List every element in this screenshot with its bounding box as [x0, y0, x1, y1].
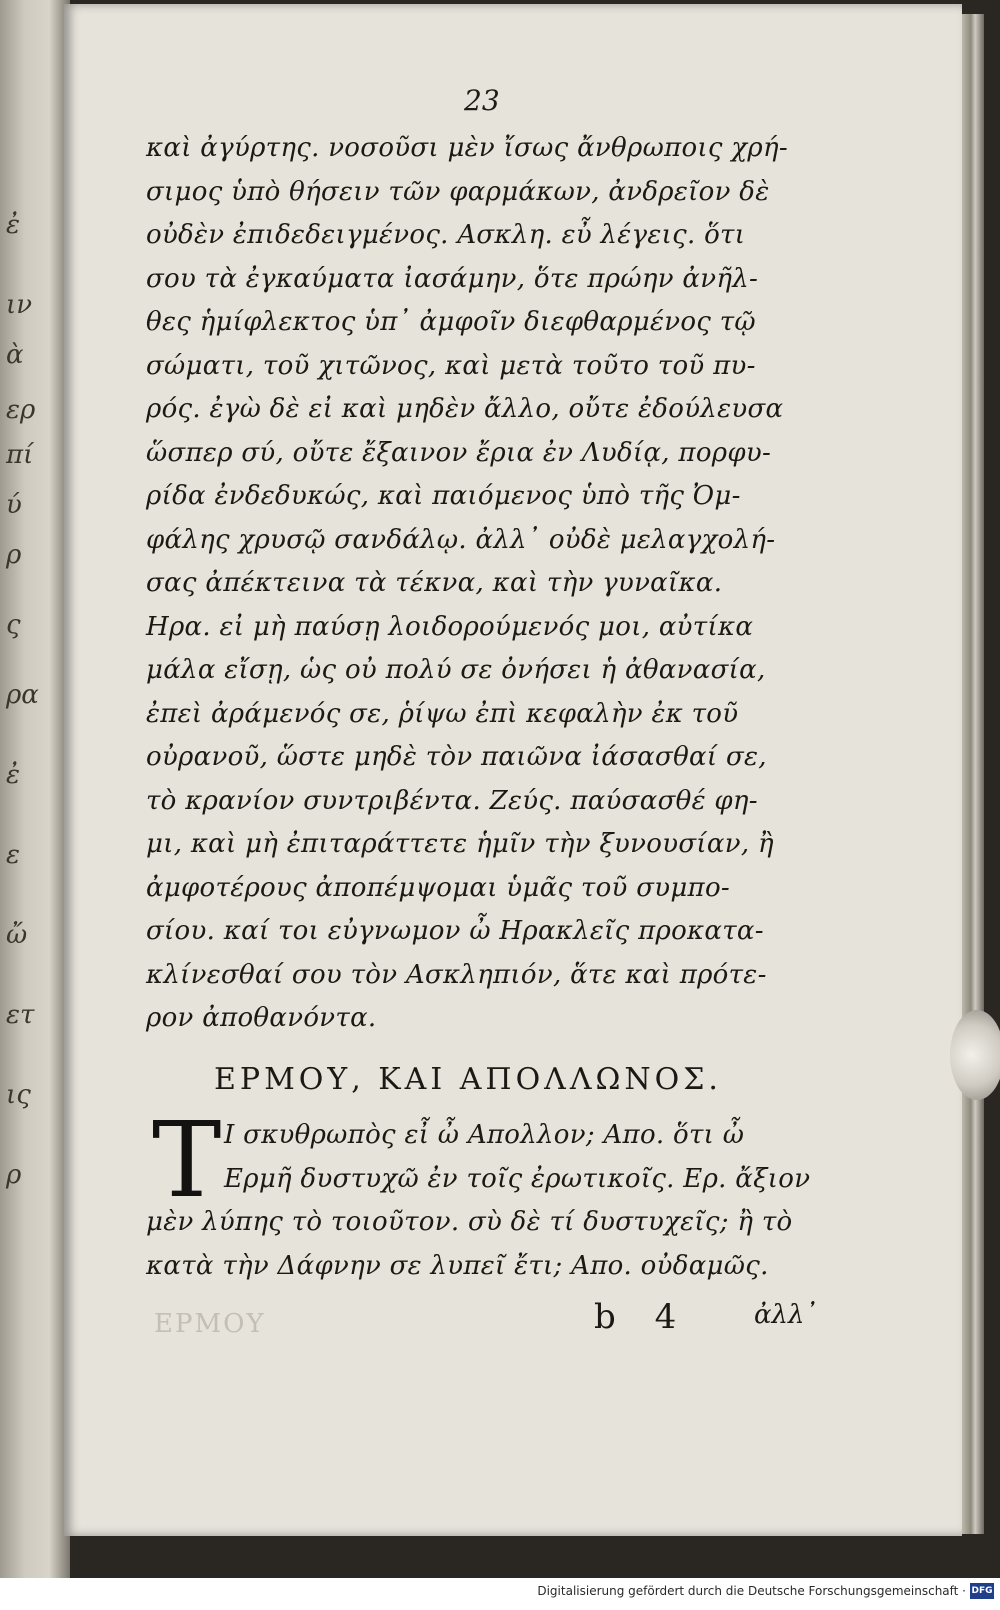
- left-page-fragment: ε: [6, 840, 20, 870]
- text-line: σας ἀπέκτεινα τὰ τέκνα, καὶ τὴν γυναῖκα.: [146, 568, 723, 598]
- text-line: οὐδὲν ἐπιδεδειγμένος. Ασκλη. εὖ λέγεις. ὅτι: [146, 220, 746, 250]
- bleed-through-text: ΕΡΜΟΥ: [154, 1309, 266, 1339]
- left-page-fragment: ρα: [6, 680, 39, 710]
- left-page-fragment: ς: [6, 610, 21, 640]
- text-line: Ερμῆ δυστυχῶ ἐν τοῖς ἐρωτικοῖς. Ερ. ἄξιον: [224, 1163, 811, 1194]
- left-page-fragment: ις: [6, 1080, 31, 1110]
- text-line: οὐρανοῦ, ὥστε μηδὲ τὸν παιῶνα ἰάσασθαί σε,: [146, 742, 767, 772]
- text-line: φάλης χρυσῷ σανδάλῳ. ἀλλ᾽ οὐδὲ μελαγχολή-: [146, 524, 776, 555]
- left-page-fragment: ετ: [6, 1000, 35, 1030]
- text-line: ρίδα ἐνδεδυκώς, καὶ παιόμενος ὑπὸ τῆς Ὀμ-: [146, 481, 741, 511]
- text-line: σιμος ὑπὸ θήσειν τῶν φαρμάκων, ἀνδρεῖον δὲ: [146, 176, 770, 207]
- left-page-fragment: ὰ: [6, 340, 24, 370]
- page-edge: [962, 14, 984, 1534]
- left-page-fragment: ἐ: [6, 210, 20, 240]
- left-page-fragment: ρ: [6, 540, 22, 570]
- text-line: ὥσπερ σύ, οὔτε ἔξαινον ἔρια ἐν Λυδίᾳ, πορφυ-: [146, 437, 772, 468]
- left-page-fragment: πί: [6, 440, 34, 470]
- page-number: 23: [464, 84, 500, 117]
- left-page-fragment: ύ: [6, 490, 22, 520]
- left-page-fragment: ιν: [6, 290, 32, 320]
- text-line: ἀμφοτέρους ἀποπέμψομαι ὑμᾶς τοῦ συμπο-: [146, 872, 730, 903]
- text-line: κατὰ τὴν Δάφνην σε λυπεῖ ἔτι; Απο. οὐδαμῶς.: [146, 1250, 769, 1281]
- text-line: τὸ κρανίον συντριβέντα. Ζεύς. παύσασθέ φη-: [146, 785, 758, 816]
- dialogue-block: [146, 1099, 836, 1288]
- left-page-fragment: ρ: [6, 1160, 22, 1190]
- left-page-fragment: ερ: [6, 395, 36, 425]
- catchword: ἀλλ᾽: [754, 1300, 818, 1330]
- dfg-logo-icon: DFG: [970, 1583, 994, 1599]
- book-clip: [950, 1010, 1000, 1100]
- text-line: θες ἡμίφλεκτος ὑπ᾽ ἀμφοῖν διεφθαρμένος τῷ: [146, 307, 756, 337]
- main-text-block: [146, 127, 836, 1041]
- section-heading: ΕΡΜΟΥ, ΚΑΙ ΑΠΟΛΛΩΝΟΣ.: [214, 1062, 722, 1097]
- drop-cap: T: [152, 1099, 222, 1221]
- text-line: σώματι, τοῦ χιτῶνος, καὶ μετὰ τοῦτο τοῦ πυ-: [146, 350, 756, 381]
- signature-mark: b 4: [594, 1297, 691, 1337]
- text-line: ρός. ἐγὼ δὲ εἰ καὶ μηδὲν ἄλλο, οὔτε ἐδούλευσα: [146, 394, 784, 424]
- text-line: μάλα εἴσῃ, ὡς οὐ πολύ σε ὀνήσει ἡ ἀθανασία,: [146, 655, 766, 685]
- text-line: Ηρα. εἰ μὴ παύσῃ λοιδορούμενός μοι, αὐτίκα: [146, 611, 754, 642]
- text-line: σίου. καί τοι εὐγνωμον ὦ Ηρακλεῖς προκατα-: [146, 916, 764, 946]
- credit-bar: [0, 1578, 1000, 1610]
- text-line: σου τὰ ἐγκαύματα ἰασάμην, ὅτε πρώην ἀνῆλ-: [146, 263, 759, 294]
- text-line: ἐπεὶ ἀράμενός σε, ῥίψω ἐπὶ κεφαλὴν ἐκ τοῦ: [146, 698, 739, 729]
- text-line: κλίνεσθαί σου τὸν Ασκληπιόν, ἅτε καὶ πρότε-: [146, 959, 767, 990]
- text-line: ρον ἀποθανόντα.: [146, 1003, 377, 1033]
- funding-credit: Digitalisierung gefördert durch die Deutsche Forschungsgemeinschaft ·: [537, 1584, 966, 1598]
- left-page-fragment: ὤ: [6, 920, 28, 950]
- text-line: καὶ ἀγύρτης. νοσοῦσι μὲν ἴσως ἄνθρωποις χρή-: [146, 133, 788, 163]
- text-line: μὲν λύπης τὸ τοιοῦτον. σὺ δὲ τί δυστυχεῖς; ἢ τὸ: [146, 1207, 793, 1237]
- left-facing-page: [0, 0, 70, 1578]
- book-page: [64, 4, 962, 1536]
- left-page-fragment: ἐ: [6, 760, 20, 790]
- text-line: Ι σκυθρωπὸς εἶ ὦ Απολλον; Απο. ὅτι ὦ: [224, 1120, 745, 1150]
- text-line: μι, καὶ μὴ ἐπιταράττετε ἡμῖν τὴν ξυνουσίαν, ἢ: [146, 829, 774, 859]
